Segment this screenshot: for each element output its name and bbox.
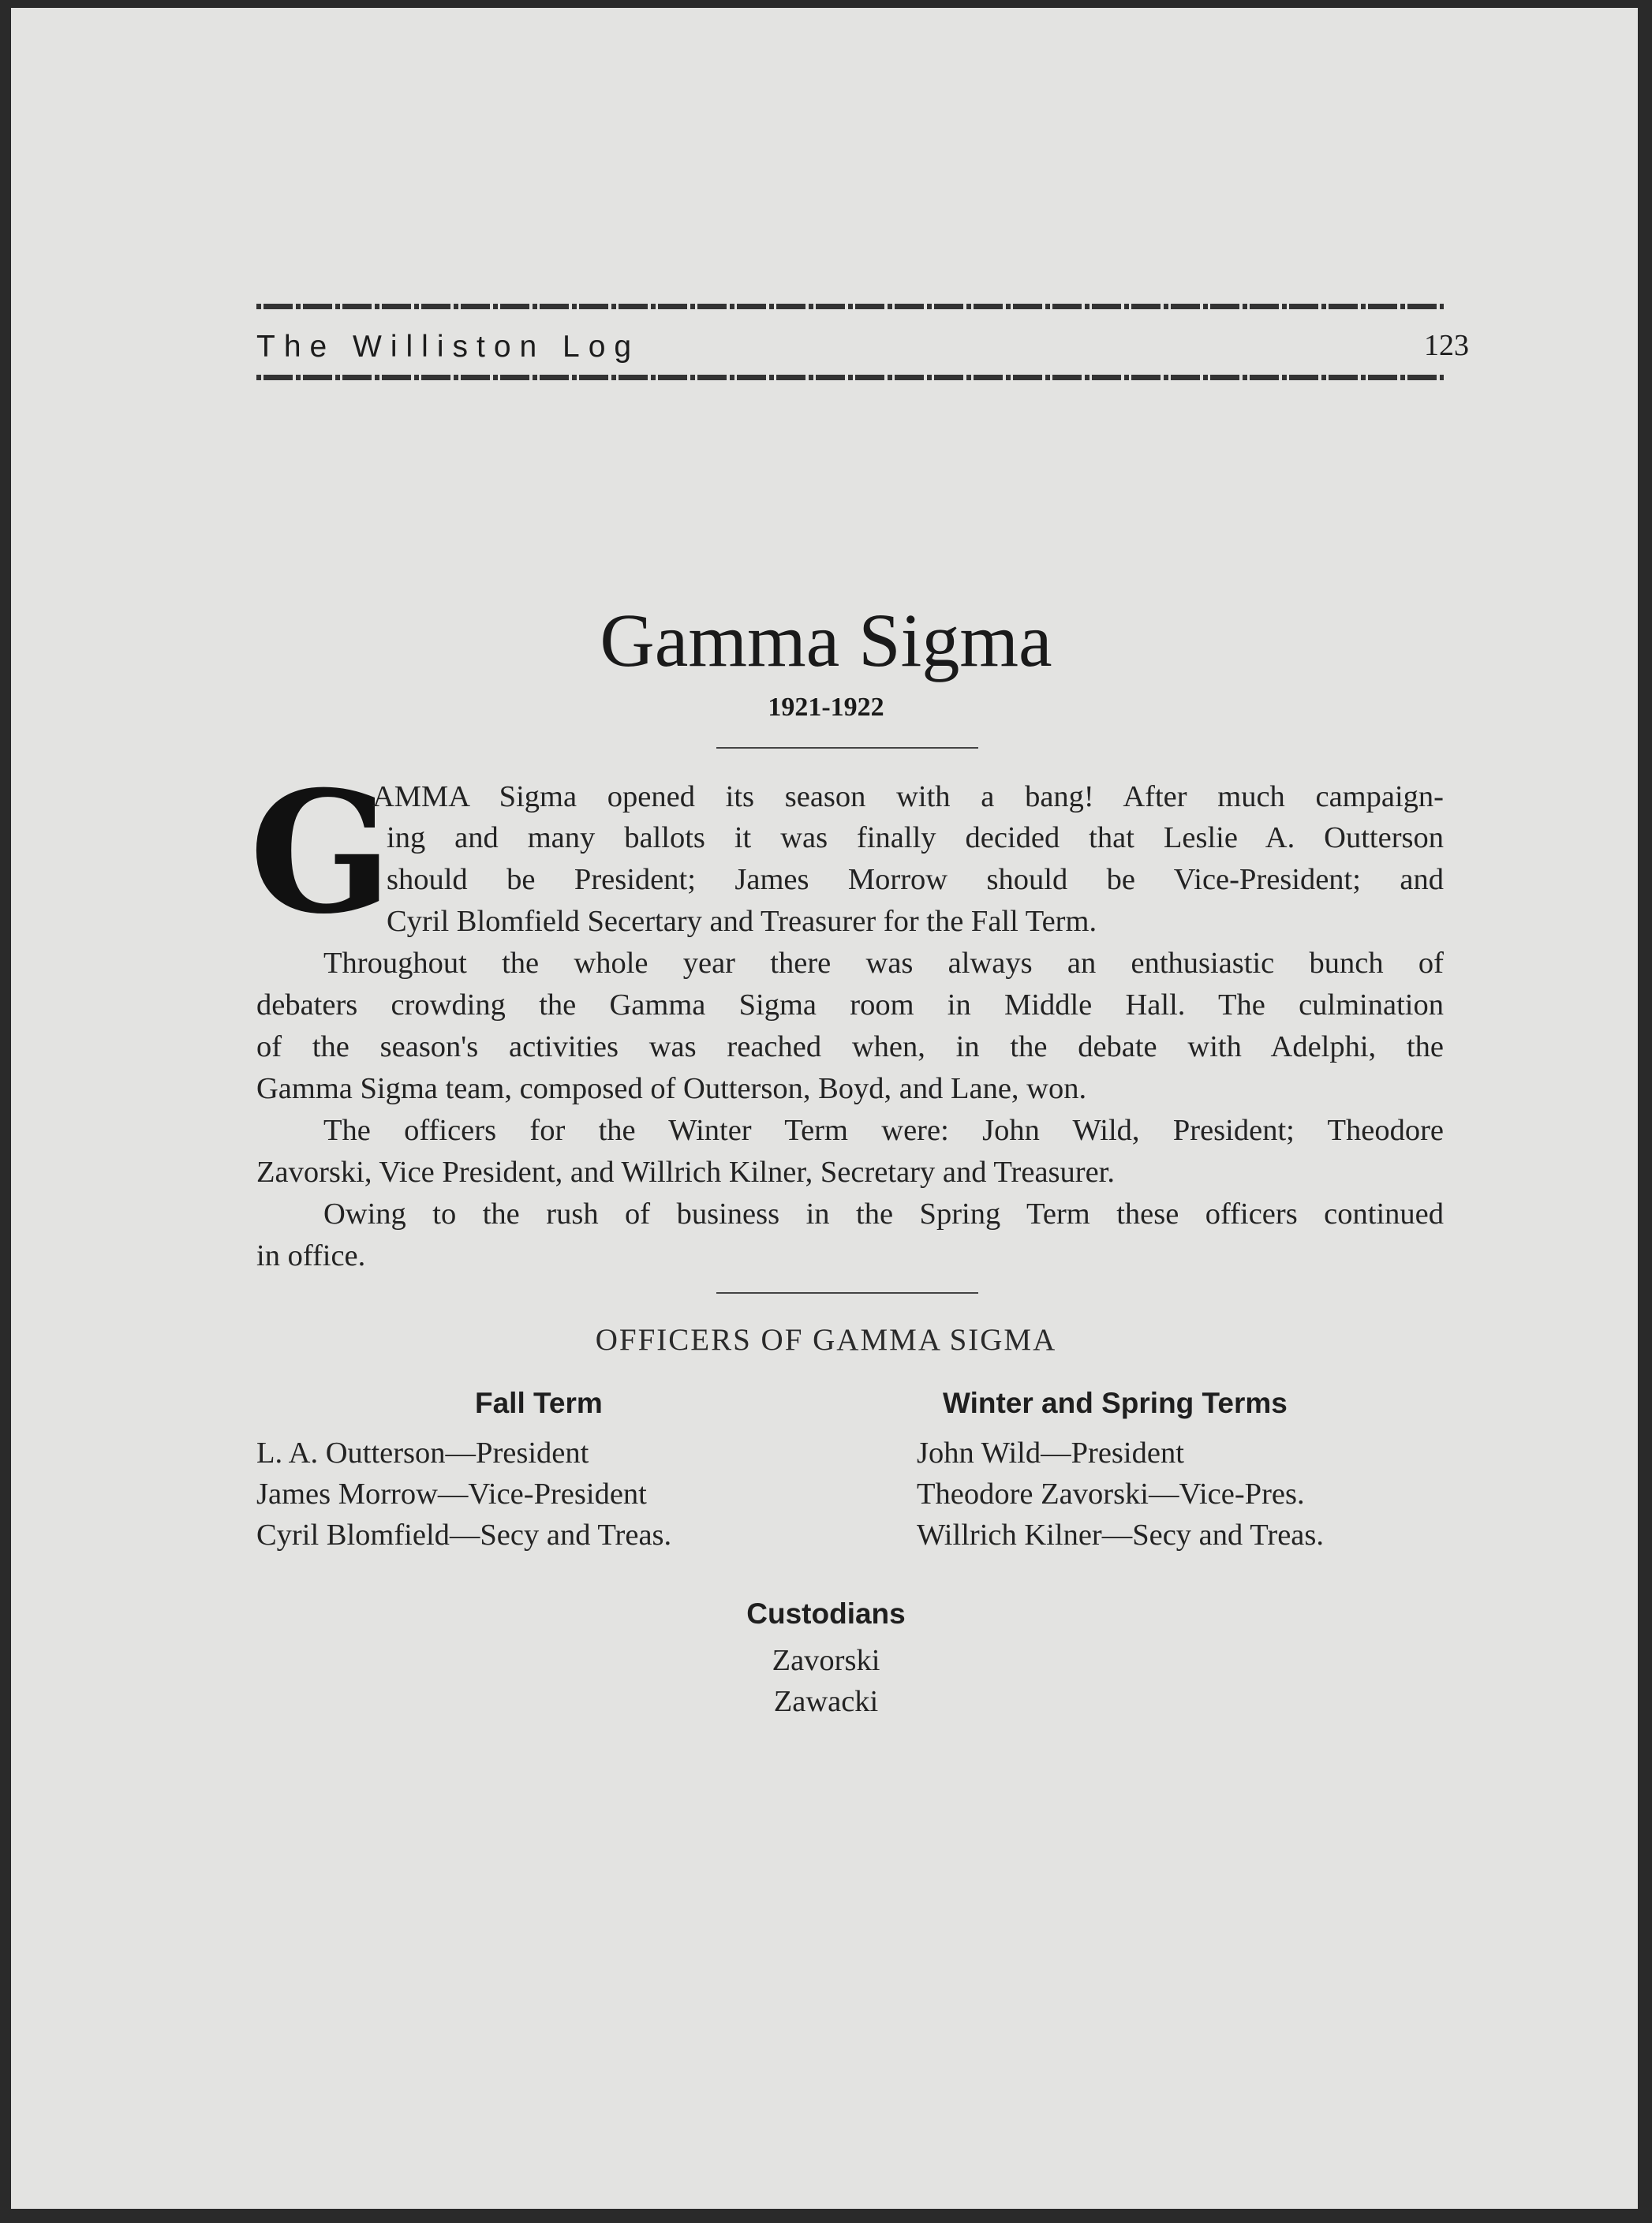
page-number: 123 [1424, 329, 1469, 362]
paragraph-1-line-2: ing and many ballots it was finally decided that Leslie A. Outterson [387, 821, 1444, 854]
winter-spring-heading: Winter and Spring Terms [943, 1387, 1288, 1419]
title-divider [716, 747, 978, 749]
drop-cap: G [249, 754, 393, 951]
winter-officer-3: Willrich Kilner—Secy and Treas. [917, 1519, 1324, 1552]
paragraph-1-line-1: AMMA Sigma opened its season with a bang! After much campaign- [372, 780, 1444, 813]
fall-term-heading: Fall Term [475, 1387, 603, 1419]
custodian-1: Zavorski [772, 1644, 880, 1677]
paragraph-1-line-3: should be President; James Morrow should be Vice-President; and [387, 863, 1444, 896]
fall-officer-1: L. A. Outterson—President [256, 1437, 589, 1470]
article-years: 1921-1922 [768, 693, 884, 722]
custodian-2: Zawacki [773, 1685, 879, 1718]
paragraph-2-line-3: of the season's activities was reached when, in the debate with Adelphi, the [256, 1030, 1444, 1063]
fall-officer-2: James Morrow—Vice-President [256, 1478, 647, 1511]
paragraph-2-line-4: Gamma Sigma team, composed of Outterson, Boyd, and Lane, won. [256, 1072, 1087, 1105]
fall-officer-3: Cyril Blomfield—Secy and Treas. [256, 1519, 672, 1552]
page-sheet [11, 8, 1638, 2209]
paragraph-4-line-2: in office. [256, 1239, 366, 1272]
article-title: Gamma Sigma [600, 598, 1052, 682]
paragraph-3-line-2: Zavorski, Vice President, and Willrich Kilner, Secretary and Treasurer. [256, 1156, 1116, 1189]
paragraph-3-line-1: The officers for the Winter Term were: John Wild, President; Theodore [323, 1114, 1444, 1147]
paragraph-4-line-1: Owing to the rush of business in the Spring Term these officers continued [323, 1197, 1444, 1231]
running-title: The Williston Log [256, 330, 641, 364]
paragraph-1-line-4: Cyril Blomfield Secertary and Treasurer for the Fall Term. [387, 905, 1097, 938]
custodians-heading: Custodians [746, 1597, 906, 1630]
paragraph-2-line-2: debaters crowding the Gamma Sigma room in Middle Hall. The culmination [256, 988, 1444, 1022]
paragraph-2-line-1: Throughout the whole year there was always an enthusiastic bunch of [323, 947, 1444, 980]
officers-divider [716, 1292, 978, 1294]
winter-officer-2: Theodore Zavorski—Vice-Pres. [917, 1478, 1305, 1511]
officers-title: OFFICERS OF GAMMA SIGMA [595, 1323, 1057, 1357]
winter-officer-1: John Wild—President [917, 1437, 1184, 1470]
header-rule-top [256, 304, 1444, 309]
header-rule-bottom [256, 375, 1444, 380]
